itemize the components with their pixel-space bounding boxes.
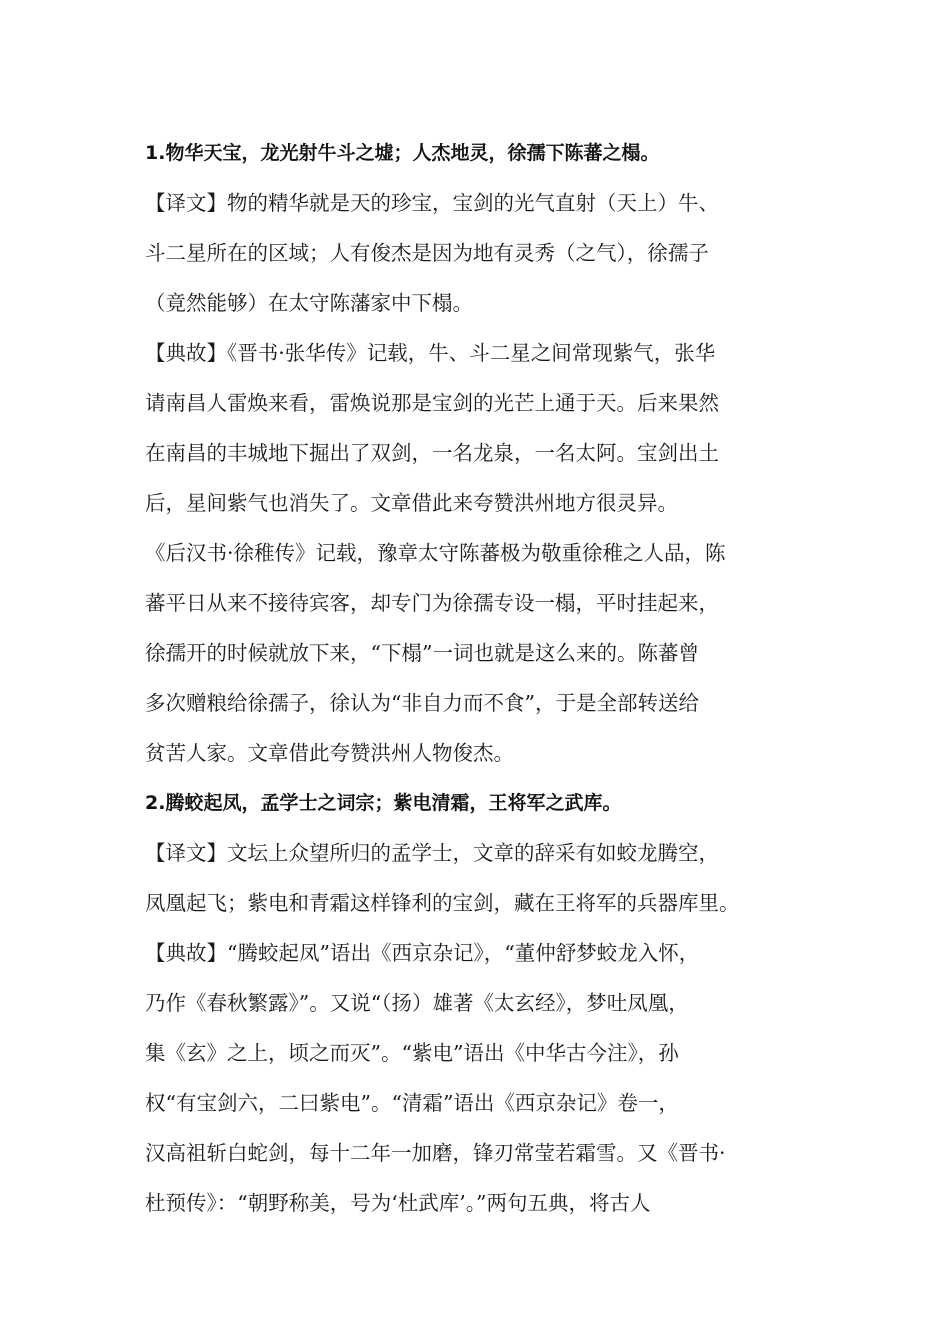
section-1-translation-line: 【译文】物的精华就是天的珍宝，宝剑的光气直射（天上）牛、 — [145, 191, 719, 215]
section-2-allusion-line: 【典故】“腾蛟起凤”语出《西京杂记》，“董仲舒梦蛟龙入怀， — [145, 941, 700, 965]
section-1-allusion-line: 在南昌的丰城地下掘出了双剑，一名龙泉，一名太阿。宝剑出土 — [145, 441, 719, 465]
section-1-allusion-line: 多次赠粮给徐孺子，徐认为“非自力而不食”，于是全部转送给 — [145, 691, 699, 715]
section-2-allusion-line: 集《玄》之上，顷之而灭”。“紫电”语出《中华古今注》，孙 — [145, 1041, 679, 1065]
section-2-allusion-line: 杜预传》：“朝野称美，号为‘杜武库’。”两句五典，将古人 — [145, 1191, 651, 1215]
section-1-allusion-line: 贫苦人家。文章借此夸赞洪州人物俊杰。 — [145, 741, 514, 765]
section-2-allusion-line: 汉高祖斩白蛇剑，每十二年一加磨，锋刃常莹若霜雪。又《晋书· — [145, 1141, 726, 1165]
section-1-allusion-line: 【典故】《晋书·张华传》记载，牛、斗二星之间常现紫气，张华 — [145, 341, 716, 365]
section-2-translation-line: 凤凰起飞；紫电和青霜这样锋利的宝剑，藏在王将军的兵器库里。 — [145, 891, 740, 915]
document-body — [145, 128, 825, 1228]
section-1-translation-line: 斗二星所在的区域；人有俊杰是因为地有灵秀（之气），徐孺子 — [145, 241, 709, 265]
section-1-heading: 1.物华天宝，龙光射牛斗之墟；人杰地灵，徐孺下陈蕃之榻。 — [145, 142, 660, 164]
section-1-allusion-line: 蕃平日从来不接待宾客，却专门为徐孺专设一榻，平时挂起来， — [145, 591, 719, 615]
section-2-allusion-line: 权“有宝剑六，二曰紫电”。“清霜”语出《西京杂记》卷一， — [145, 1091, 679, 1115]
section-2-heading: 2.腾蛟起凤，孟学士之词宗；紫电清霜，王将军之武库。 — [145, 792, 622, 814]
section-1-translation-line: （竟然能够）在太守陈藩家中下榻。 — [145, 291, 473, 315]
section-2-translation-line: 【译文】文坛上众望所归的孟学士，文章的辞采有如蛟龙腾空， — [145, 841, 719, 865]
section-1-allusion-line: 后，星间紫气也消失了。文章借此来夸赞洪州地方很灵异。 — [145, 491, 678, 515]
section-1-allusion-line: 徐孺开的时候就放下来，“下榻”一词也就是这么来的。陈蕃曾 — [145, 641, 699, 665]
section-1-allusion-line: 《后汉书·徐稚传》记载，豫章太守陈蕃极为敬重徐稚之人品，陈 — [145, 541, 726, 565]
section-2-allusion-line: 乃作《春秋繁露》”。又说“（扬）雄著《太玄经》，梦吐凤凰， — [145, 991, 689, 1015]
section-1-allusion-line: 请南昌人雷焕来看，雷焕说那是宝剑的光芒上通于天。后来果然 — [145, 391, 719, 415]
